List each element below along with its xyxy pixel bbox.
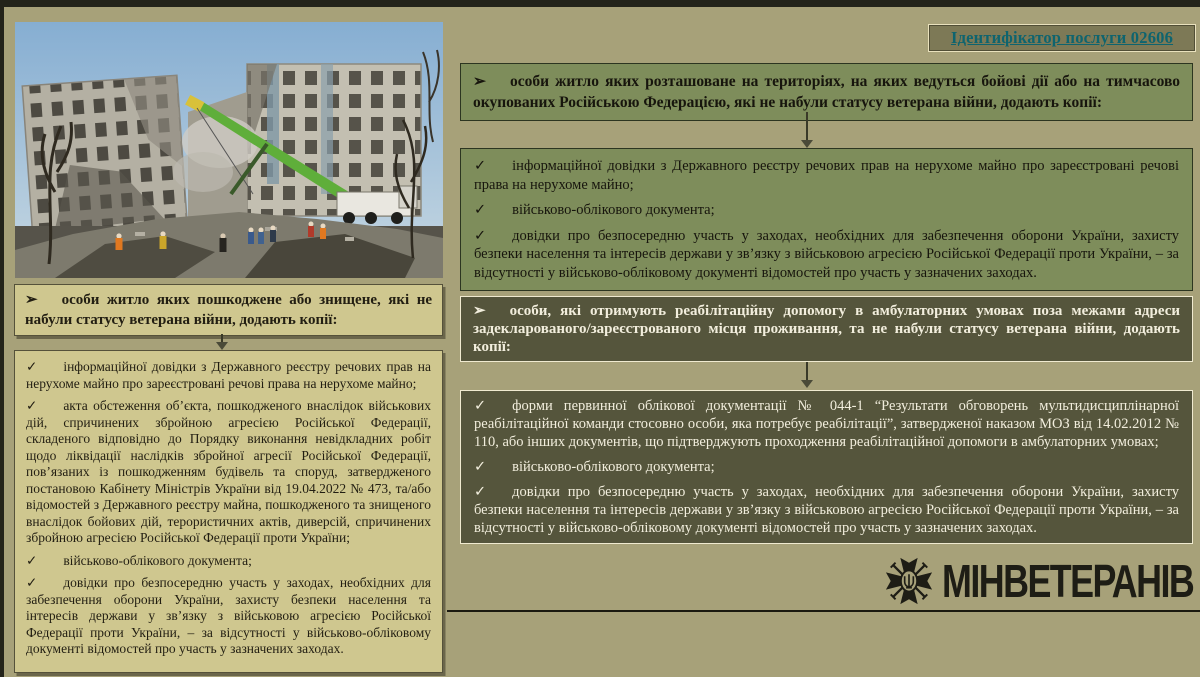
destroyed-building-photo [15,22,443,278]
arrow-down-icon [801,140,813,148]
footer-divider-line [447,610,1200,612]
list-item [26,398,431,547]
top-edge-bar [0,0,1200,7]
arrow-down-icon [216,342,228,350]
list-item [474,458,1179,476]
check-icon: ✓ [26,398,38,413]
damaged-header-text: особи житло яких пошкоджене або знищене, які не набули статусу ветерана війни, додають копії: [25,292,432,328]
check-icon: ✓ [474,484,487,500]
list-item-text: форми первинної облікової документації № 044-1 “Результати обговорень мультидисциплінарної реабілітаційної команди стосовно особи, яка потребує реабілітації”, затвердженої наказом МОЗ від 14.02.2012 № 110, або інших документів, що підтверджують проходження реабілітаційної допомоги в амбулаторних умовах; [474,398,1179,450]
list-item [26,553,431,570]
damaged-doc-list [14,350,443,673]
rehabilitation-section-header [460,296,1193,362]
territory-header-text: особи житло яких розташоване на територіях, на яких ведуться бойові дії або на тимчасово окупованих Російською Федерацією, які не набули статусу ветерана війни, додають копії: [473,73,1180,111]
minveteraniv-logo [884,556,1200,606]
photo-illustration [15,22,443,278]
damaged-section-header [14,284,443,336]
list-item-text: довідки про безпосередню участь у заходах, необхідних для забезпечення оборони України, захисту безпеки населення та інтересів держави у зв’язку з військовою агресією Російської Федерації проти України, – за відсутності у військово-обліковому документі відомостей про участь у зазначених заходах. [26,575,431,656]
arrow-down-icon [801,380,813,388]
check-icon: ✓ [26,552,38,568]
territory-doc-list [460,148,1193,291]
ministry-wordmark: МІНВЕТЕРАНІВ [942,555,1194,607]
list-item-text: військово-облікового документа; [512,202,715,218]
check-icon: ✓ [26,359,38,374]
list-item [474,483,1179,537]
check-icon: ✓ [474,158,487,174]
service-id-badge [928,24,1196,52]
territory-section-header [460,63,1193,121]
list-item-text: довідки про безпосередню участь у заходах, необхідних для забезпечення оборони України, захисту безпеки населення та інтересів держави у зв’язку з військовою агресією Російської Федерації проти України, – за відсутності у військово-обліковому документі відомостей про участь у зазначених заходах. [474,484,1179,536]
list-item-text: інформаційної довідки з Державного реєстру речових прав на нерухоме майно про зареєстровані речові права на нерухоме майно; [26,359,431,391]
rehabilitation-header-text: особи, які отримують реабілітаційну допомогу в амбулаторних умовах поза межами адреси задекларованого/зареєстрованого місця проживання, та не набули статусу ветерана війни, додають копії: [473,303,1180,355]
check-icon: ✓ [474,227,487,244]
check-icon: ✓ [474,398,487,414]
list-item-text: акта обстеження об’єкта, пошкодженого внаслідок військових дій, спричинених збройною агресією Російської Федерації, складеного відповідно до Порядку виконання невідкладних робіт щодо ліквідації наслідків збройної агресії Російської Федерації, пов’язаних із пошкодженням будівель та споруд, затвердженого постановою Кабінету Міністрів України від 19.04.2022 № 473, та/або відомостей з Державного реєстру майна, пошкодженого та знищеного внаслідок бойових дій, терористичних актів, диверсій, спричинених збройною агресією Російської Федерації проти України; [26,398,431,545]
check-icon: ✓ [474,459,487,475]
list-item [474,201,1179,220]
service-id-link[interactable]: Ідентифікатор послуги 02606 [950,28,1174,47]
rehabilitation-doc-list [460,390,1193,544]
arrow-bullet-icon: ➢ [473,73,486,90]
list-item [474,397,1179,451]
list-item-text: інформаційної довідки з Державного реєстру речових прав на нерухоме майно про зареєстровані речові права на нерухоме майно; [474,158,1179,193]
check-icon: ✓ [474,202,487,218]
veterans-cross-emblem-icon [884,556,934,606]
arrow-bullet-icon: ➢ [473,303,486,319]
list-item [26,359,431,392]
list-item-text: довідки про безпосередню участь у заходах, необхідних для забезпечення оборони України, захисту безпеки населення та інтересів держави у зв’язку з військовою агресією Російської Федерації проти України, – за відсутності у військово-обліковому документі відомостей про участь у зазначених заходах. [474,227,1179,281]
list-item [474,227,1179,283]
list-item-text: військово-облікового документа; [512,459,715,475]
arrow-bullet-icon: ➢ [25,292,38,308]
check-icon: ✓ [26,575,38,590]
list-item-text: військово-облікового документа; [63,552,252,568]
list-item [26,575,431,658]
left-edge-bar [0,0,4,677]
list-item [474,157,1179,194]
